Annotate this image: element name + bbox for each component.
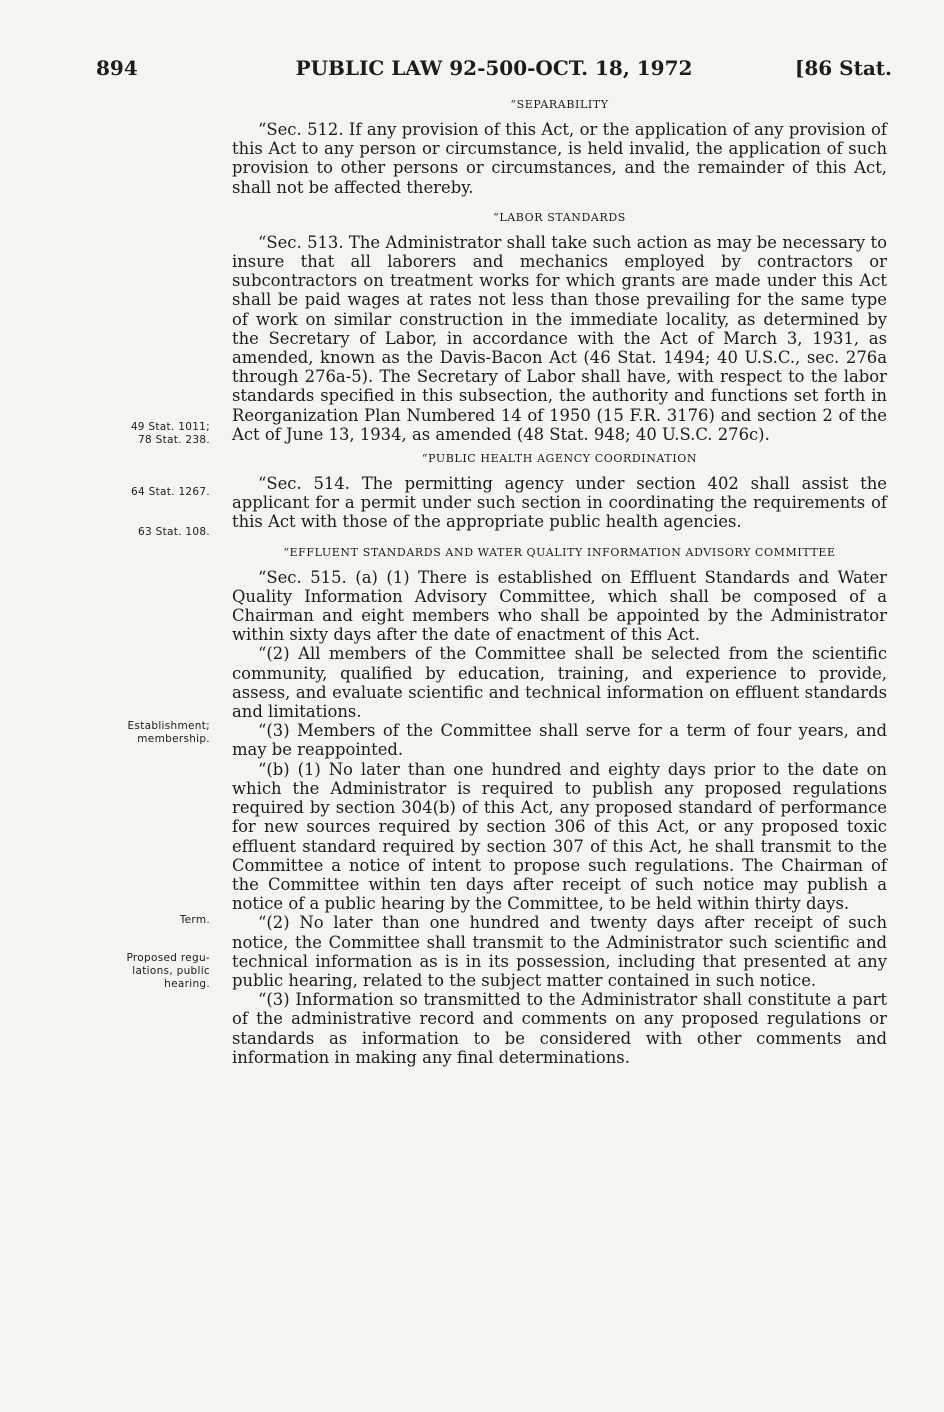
paragraph: “Sec. 514. The permitting agency under section 402 shall assist the applicant for a permit under such section in coordinating the requirements of this Act with those of the appropriate public health agencies.: [232, 474, 887, 532]
page-header: [96, 56, 892, 82]
paragraph: “Sec. 515. (a) (1) There is established on Effluent Standards and Water Quality Information Advisory Committee, which shall be composed of a Chairman and eight members who shall be appointed by the Administrator within sixty days after the date of enactment of this Act.: [232, 567, 887, 645]
paragraph: “(3) Members of the Committee shall serve for a term of four years, and may be reappointed.: [232, 721, 887, 760]
statute-body: [232, 98, 887, 1067]
page-title: PUBLIC LAW 92-500-OCT. 18, 1972: [295, 56, 693, 80]
section-heading: “PUBLIC HEALTH AGENCY COORDINATION: [421, 452, 698, 466]
margin-note: Establishment; membership.: [127, 720, 210, 745]
section-heading: “EFFLUENT STANDARDS AND WATER QUALITY INFORMATION ADVISORY COMMITTEE: [283, 545, 836, 559]
section-heading: “LABOR STANDARDS: [493, 210, 626, 224]
section-labor-standards: [232, 211, 887, 444]
paragraph: “Sec. 513. The Administrator shall take such action as may be necessary to insure that all laborers and mechanics employed by contractors or subcontractors on treatment works for which grants are made under this Act shall be paid wages at rates not less than those prevailing for the same type of work on similar construction in the immediate locality, as determined by the Secretary of Labor, in accordance with the Act of March 3, 1931, as amended, known as the Davis-Bacon Act (46 Stat. 1494; 40 U.S.C., sec. 276a through 276a-5). The Secretary of Labor shall have, with respect to the labor standards specified in this subsection, the authority and functions set forth in Reorganization Plan Numbered 14 of 1950 (15 F.R. 3176) and section 2 of the Act of June 13, 1934, as amended (48 Stat. 948; 40 U.S.C. 276c).: [232, 232, 887, 444]
section-separability: [232, 98, 887, 197]
margin-note: 64 Stat. 1267.: [131, 486, 210, 498]
margin-note: Term.: [179, 914, 210, 926]
margin-note: 49 Stat. 1011; 78 Stat. 238.: [130, 421, 210, 446]
page-number: 894: [96, 56, 138, 80]
paragraph: “(b) (1) No later than one hundred and eighty days prior to the date on which the Administrator is required to publish any proposed regulations required by section 304(b) of this Act, any proposed standard of performance for new sources required by section 306 of this Act, or any proposed toxic effluent standard required by section 307 of this Act, he shall transmit to the Committee a notice of intent to propose such regulations. The Chairman of the Committee within ten days after receipt of such notice may publish a notice of a public hearing by the Committee, to be held within thirty days.: [232, 759, 887, 914]
paragraph: “(2) All members of the Committee shall be selected from the scientific community, qualified by education, training, and experience to provide, assess, and evaluate scientific and technical information on effluent standards and limitations.: [232, 644, 887, 722]
paragraph: “(2) No later than one hundred and twenty days after receipt of such notice, the Committee shall transmit to the Administrator such scientific and technical information as is in its possession, including that presented at any public hearing, related to the subject matter contained in such notice.: [232, 913, 887, 990]
paragraph: “Sec. 512. If any provision of this Act, or the application of any provision of this Act to any person or circumstance, is held invalid, the application of such provision to other persons or circumstances, and the remainder of this Act, shall not be affected thereby.: [232, 120, 887, 197]
margin-note: 63 Stat. 108.: [138, 526, 210, 538]
section-heading: “SEPARABILITY: [510, 98, 609, 111]
section-public-health: [232, 452, 887, 532]
statute-reference: [86 Stat.: [794, 56, 892, 80]
paragraph: “(3) Information so transmitted to the Administrator shall constitute a part of the administrative record and comments on any proposed regulations or standards as information to be considered with other comments and information in making any final determinations.: [232, 990, 887, 1067]
section-advisory-committee: [232, 546, 887, 1067]
margin-note: Proposed regu- lations, public hearing.: [126, 952, 210, 990]
